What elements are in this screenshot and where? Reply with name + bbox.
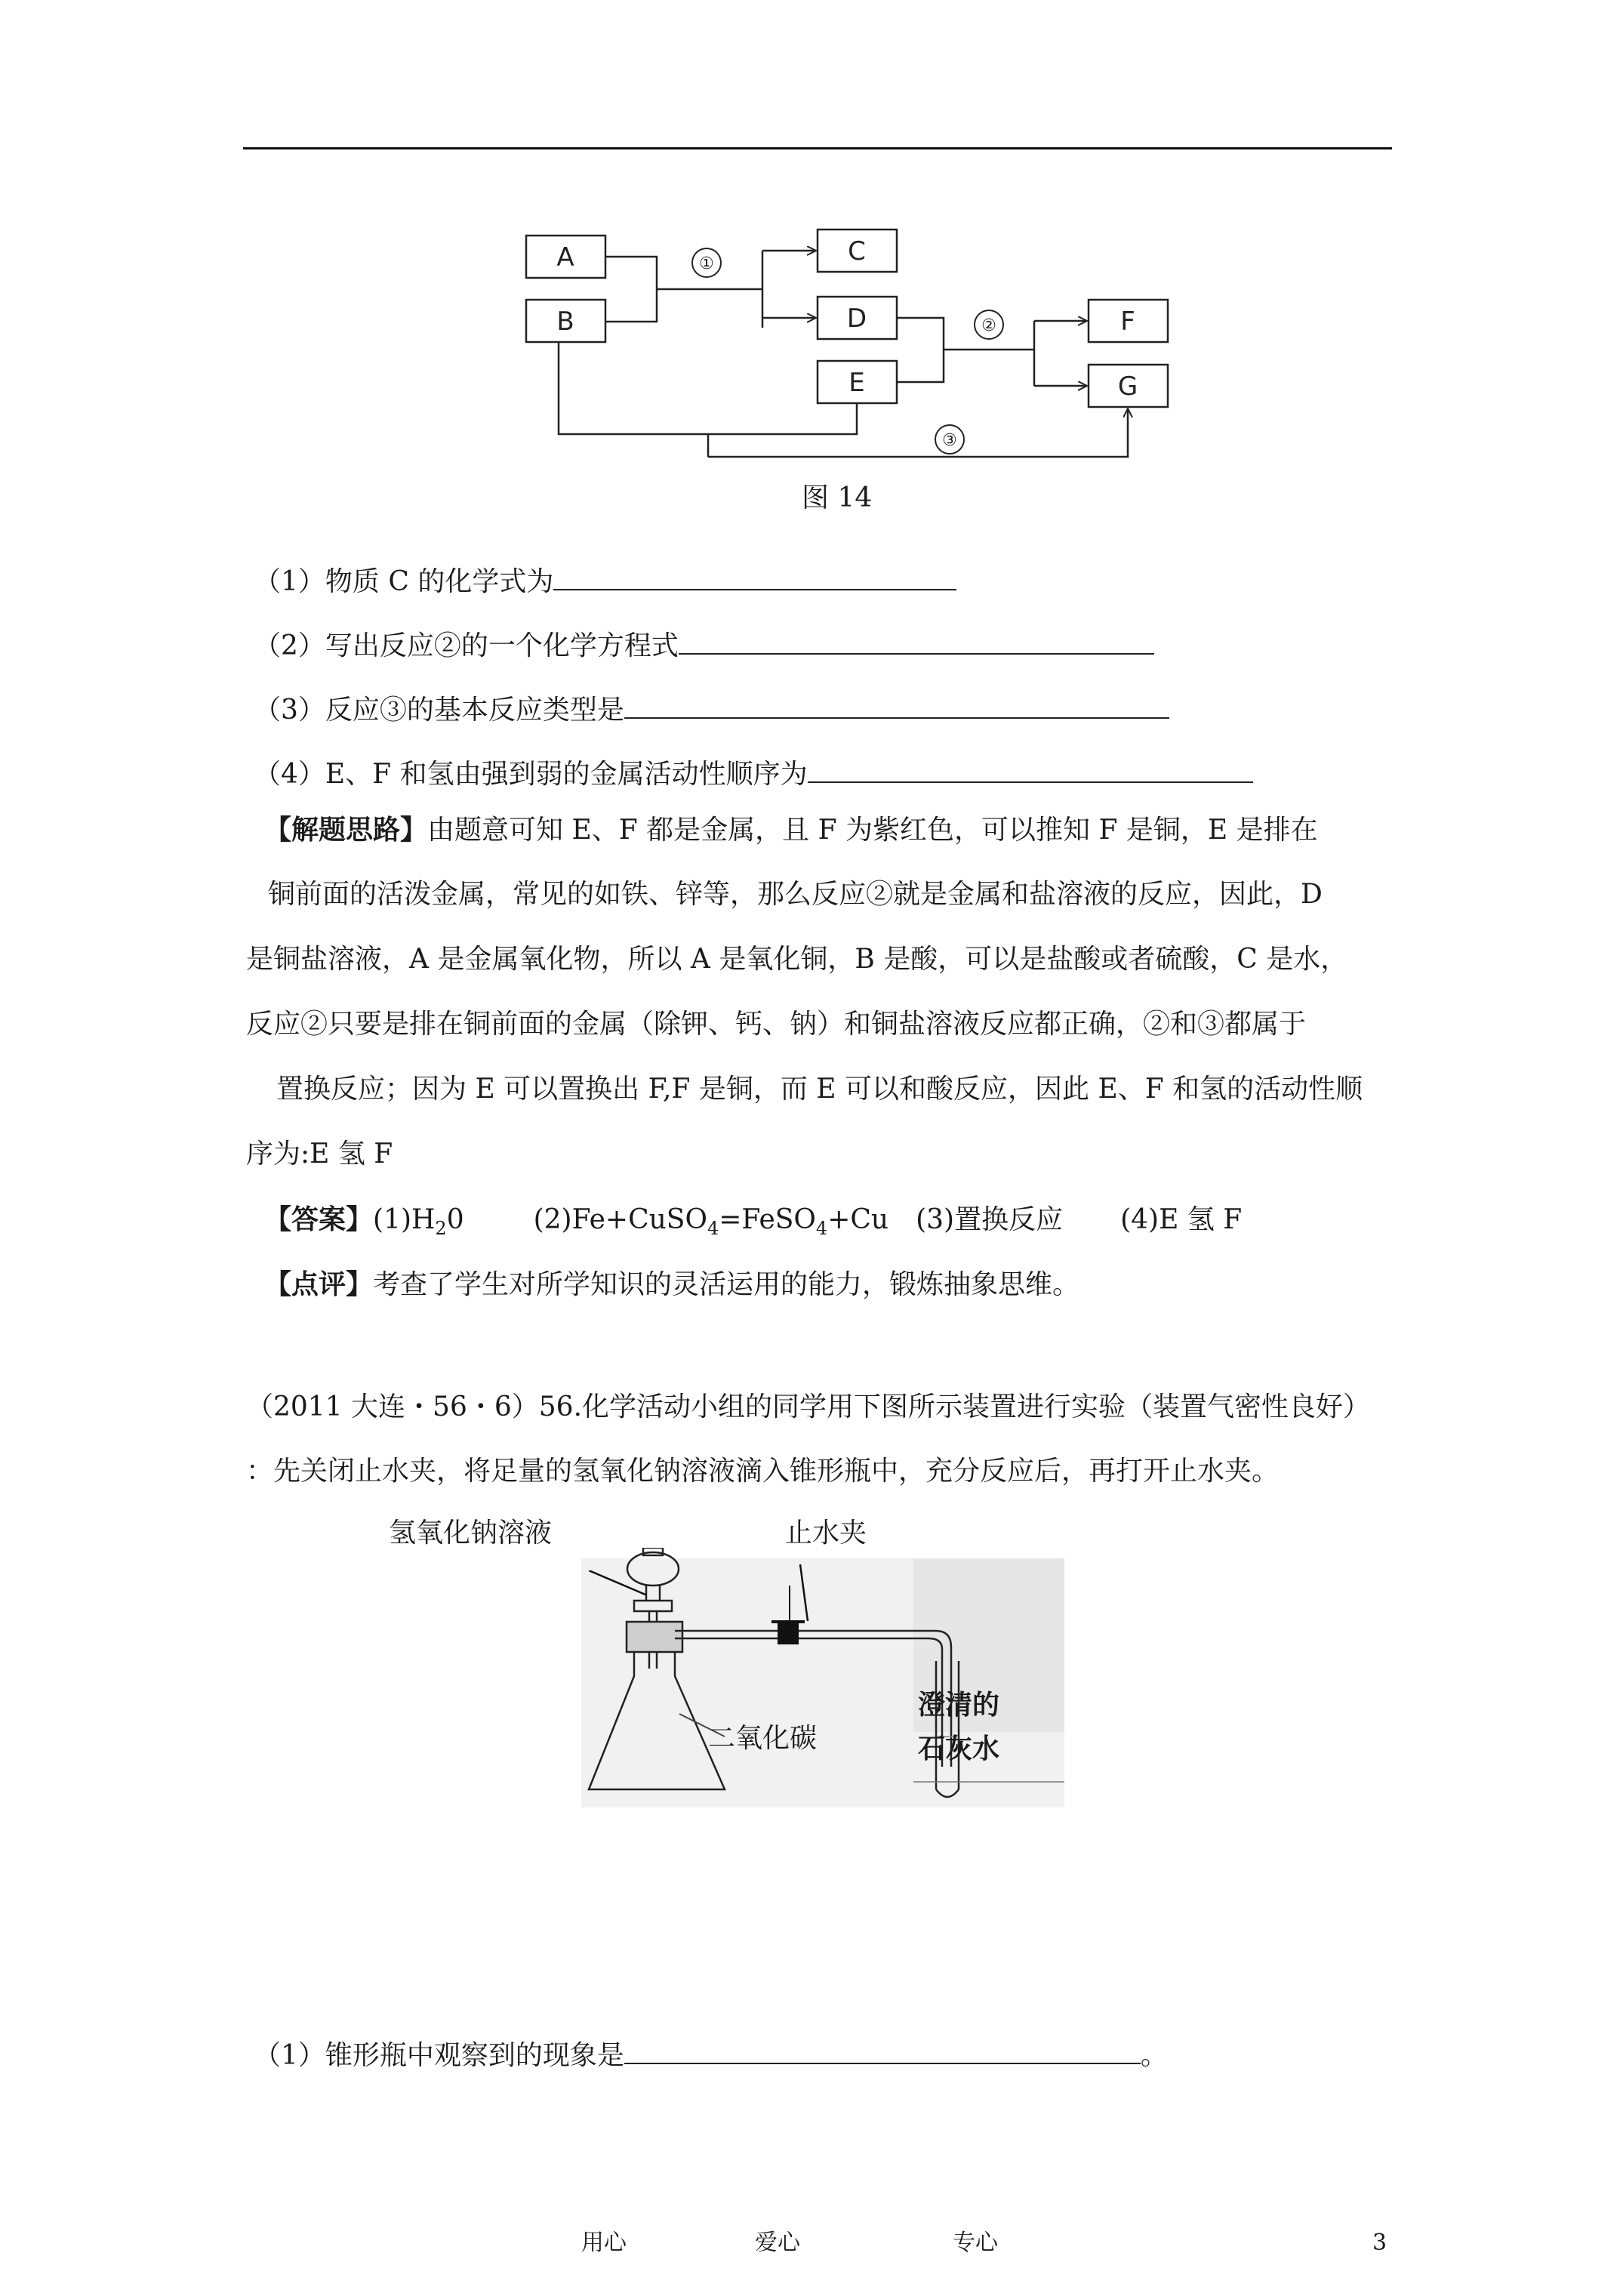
reaction-1-label: ① bbox=[699, 254, 714, 273]
figure-caption: 图 14 bbox=[802, 482, 873, 513]
solution-tag: 【解题思路】 bbox=[264, 814, 428, 846]
box-g-label: G bbox=[1117, 371, 1138, 402]
box-e-label: E bbox=[848, 368, 865, 398]
answer-blank-56-1[interactable] bbox=[624, 2034, 1141, 2064]
solution-line-2: 铜前面的活泼金属，常见的如铁、锌等，那么反应②就是金属和盐溶液的反应，因此，D bbox=[268, 879, 1323, 910]
answer-tag: 【答案】 bbox=[264, 1203, 374, 1235]
answer-blank-4[interactable] bbox=[808, 753, 1253, 783]
reaction-flow-diagram bbox=[513, 219, 1193, 476]
answer-line bbox=[264, 1202, 1243, 1240]
reaction-2-label: ② bbox=[981, 316, 996, 335]
box-b-label: B bbox=[556, 307, 574, 337]
answer-3: (3)置换反应 bbox=[916, 1204, 1064, 1235]
clamp-icon bbox=[778, 1623, 799, 1644]
naoh-pointer-line bbox=[589, 1570, 649, 1601]
box-d-label: D bbox=[846, 304, 867, 334]
footer-left: 用心 bbox=[581, 2230, 627, 2256]
solution-line-6: 序为:E 氢 F bbox=[246, 1139, 393, 1170]
solution-line-3: 是铜盐溶液，A 是金属氧化物，所以 A 是氧化铜，B 是酸，可以是盐酸或者硫酸，C 是水， bbox=[246, 944, 1348, 975]
experiment-apparatus bbox=[581, 1548, 1064, 1820]
header-rule bbox=[243, 147, 1392, 149]
label-water-clamp: 止水夹 bbox=[785, 1518, 867, 1549]
solution-line-4: 反应②只要是排在铜前面的金属（除钾、钙、钠）和铜盐溶液反应都正确，②和③都属于 bbox=[246, 1009, 1307, 1040]
label-limewater-2: 石灰水 bbox=[918, 1734, 1000, 1764]
question-2-text: （2）写出反应②的一个化学方程式 bbox=[254, 630, 679, 661]
reaction-3-label: ③ bbox=[942, 431, 957, 450]
answer-blank-3[interactable] bbox=[624, 689, 1169, 719]
answer-2: (2)Fe+CuSO$_4$=FeSO$_4$+Cu bbox=[533, 1204, 889, 1240]
solution-line-1 bbox=[264, 812, 1318, 848]
comment-line bbox=[264, 1267, 1079, 1302]
solution-text-1: 由题意可知 E、F 都是金属，且 F 为紫红色，可以推知 F 是铜，E 是排在 bbox=[427, 815, 1318, 846]
answer-4: (4)E 氢 F bbox=[1120, 1204, 1243, 1235]
question-4-text: （4）E、F 和氢由强到弱的金属活动性顺序为 bbox=[254, 759, 808, 790]
question-3 bbox=[254, 689, 1169, 728]
box-c-label: C bbox=[848, 236, 866, 267]
question-56-1 bbox=[254, 2034, 1168, 2073]
label-naoh-solution: 氢氧化钠溶液 bbox=[389, 1518, 553, 1549]
box-f-label: F bbox=[1120, 307, 1135, 337]
label-co2: 二氧化碳 bbox=[708, 1723, 818, 1754]
box-a-label: A bbox=[556, 242, 574, 273]
question-56-1-text: （1）锥形瓶中观察到的现象是 bbox=[254, 2040, 624, 2071]
answer-blank-1[interactable] bbox=[553, 560, 956, 590]
question-2 bbox=[254, 624, 1154, 664]
answer-blank-2[interactable] bbox=[679, 624, 1154, 655]
problem-56-line-1: （2011 大连・56・6）56.化学活动小组的同学用下图所示装置进行实验（装置气密性良好） bbox=[246, 1391, 1371, 1422]
question-3-text: （3）反应③的基本反应类型是 bbox=[254, 695, 624, 726]
problem-56-line-2: ：先关闭止水夹，将足量的氢氧化钠溶液滴入锥形瓶中，充分反应后，再打开止水夹。 bbox=[246, 1456, 1280, 1487]
question-1-text: （1）物质 C 的化学式为 bbox=[254, 566, 554, 597]
comment-text: 考查了学生对所学知识的灵活运用的能力，锻炼抽象思维。 bbox=[373, 1269, 1080, 1300]
answer-1: $(1)H_20$ bbox=[373, 1204, 464, 1240]
footer-middle: 爱心 bbox=[755, 2230, 800, 2256]
question-56-1-suffix: 。 bbox=[1140, 2040, 1168, 2071]
question-1 bbox=[254, 560, 956, 599]
question-4 bbox=[254, 753, 1253, 792]
comment-tag: 【点评】 bbox=[264, 1268, 374, 1300]
footer-right: 专心 bbox=[953, 2230, 998, 2256]
label-limewater-1: 澄清的 bbox=[918, 1690, 1000, 1721]
solution-line-5: 置换反应；因为 E 可以置换出 F,F 是铜，而 E 可以和酸反应，因此 E、F 和氢的活动性顺 bbox=[276, 1074, 1363, 1105]
page-number: 3 bbox=[1372, 2230, 1387, 2256]
clamp-pointer-line bbox=[793, 1564, 823, 1625]
